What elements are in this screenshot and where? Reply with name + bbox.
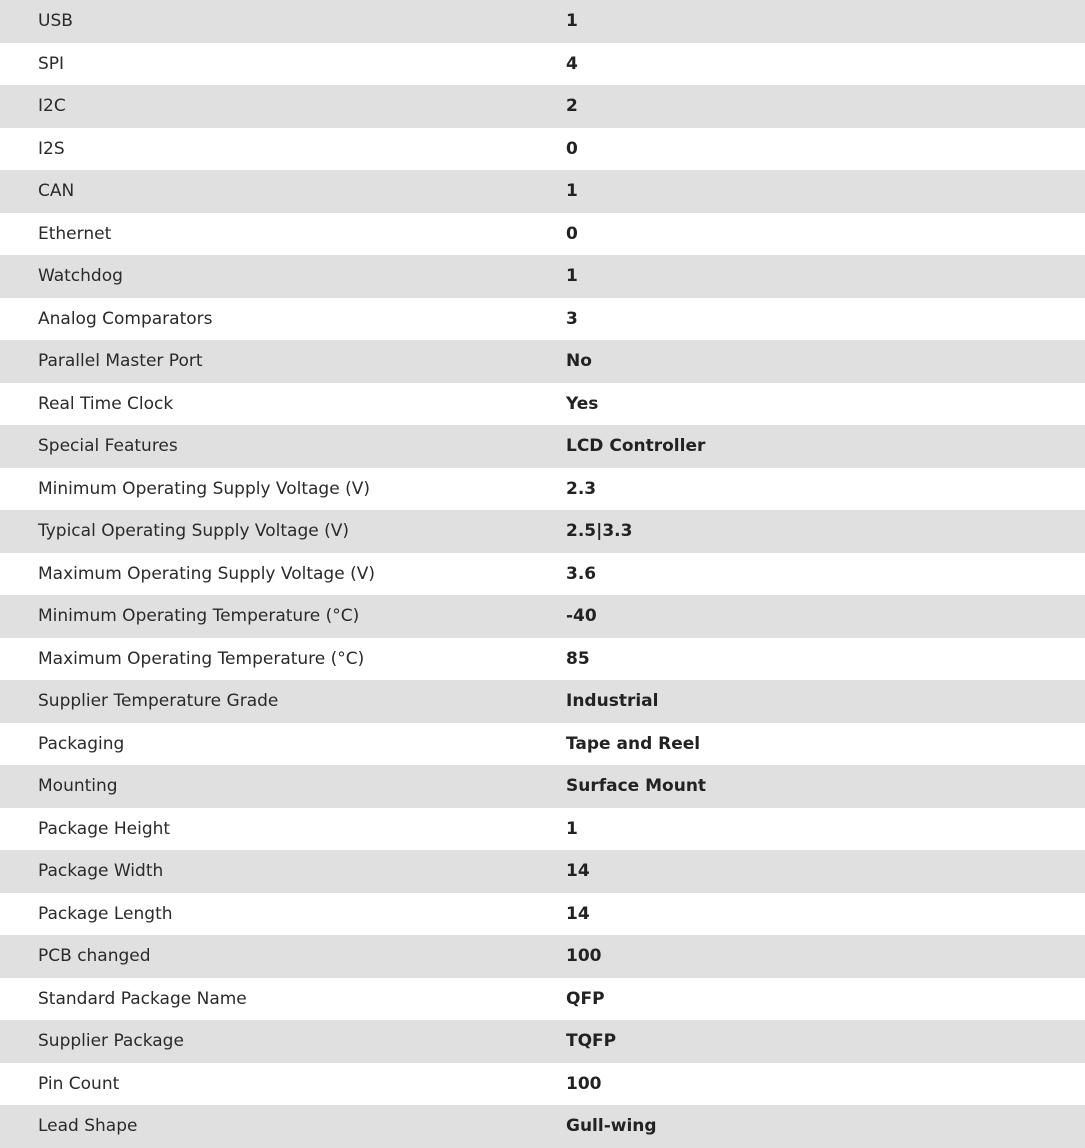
table-row bbox=[0, 1063, 1085, 1106]
table-row bbox=[0, 255, 1085, 298]
spec-label: Ethernet bbox=[38, 223, 112, 244]
spec-value: TQFP bbox=[566, 1031, 617, 1052]
table-row bbox=[0, 510, 1085, 553]
spec-value: 1 bbox=[566, 11, 578, 32]
spec-label: Packaging bbox=[38, 733, 125, 754]
spec-value: 3.6 bbox=[566, 563, 597, 584]
spec-value: 2 bbox=[566, 96, 578, 117]
spec-label: Typical Operating Supply Voltage (V) bbox=[38, 521, 349, 542]
table-row bbox=[0, 553, 1085, 596]
table-row bbox=[0, 765, 1085, 808]
spec-label: Pin Count bbox=[38, 1073, 120, 1094]
spec-label: Supplier Package bbox=[38, 1031, 184, 1052]
spec-value: 14 bbox=[566, 903, 590, 924]
spec-value: 14 bbox=[566, 861, 590, 882]
table-row bbox=[0, 213, 1085, 256]
spec-value: Yes bbox=[566, 393, 599, 414]
spec-label: Special Features bbox=[38, 436, 178, 457]
spec-label: Watchdog bbox=[38, 266, 123, 287]
table-row bbox=[0, 170, 1085, 213]
table-row bbox=[0, 723, 1085, 766]
spec-value: No bbox=[566, 351, 592, 372]
table-row bbox=[0, 893, 1085, 936]
table-row bbox=[0, 425, 1085, 468]
table-row bbox=[0, 340, 1085, 383]
table-row bbox=[0, 1105, 1085, 1148]
spec-label: I2C bbox=[38, 96, 66, 117]
spec-value: 1 bbox=[566, 181, 578, 202]
spec-label: Minimum Operating Supply Voltage (V) bbox=[38, 478, 370, 499]
table-row bbox=[0, 85, 1085, 128]
spec-label: USB bbox=[38, 11, 73, 32]
spec-label: Package Height bbox=[38, 818, 171, 839]
spec-label: Maximum Operating Supply Voltage (V) bbox=[38, 563, 375, 584]
spec-value: 3 bbox=[566, 308, 578, 329]
table-row bbox=[0, 808, 1085, 851]
spec-value: Gull-wing bbox=[566, 1116, 657, 1137]
spec-label: SPI bbox=[38, 53, 65, 74]
spec-value: 85 bbox=[566, 648, 590, 669]
spec-label: CAN bbox=[38, 181, 75, 202]
table-row bbox=[0, 1020, 1085, 1063]
spec-value: 2.5|3.3 bbox=[566, 521, 633, 542]
table-row bbox=[0, 638, 1085, 681]
table-row bbox=[0, 595, 1085, 638]
spec-value: 1 bbox=[566, 818, 578, 839]
spec-label: Parallel Master Port bbox=[38, 351, 203, 372]
spec-label: Mounting bbox=[38, 776, 118, 797]
spec-value: 100 bbox=[566, 1073, 602, 1094]
table-row bbox=[0, 43, 1085, 86]
spec-value: Surface Mount bbox=[566, 776, 707, 797]
spec-value: 4 bbox=[566, 53, 578, 74]
spec-label: I2S bbox=[38, 138, 65, 159]
spec-label: Package Width bbox=[38, 861, 164, 882]
spec-value: -40 bbox=[566, 606, 597, 627]
spec-label: PCB changed bbox=[38, 946, 151, 967]
spec-label: Real Time Clock bbox=[38, 393, 174, 414]
table-row bbox=[0, 680, 1085, 723]
spec-value: 100 bbox=[566, 946, 602, 967]
spec-value: 2.3 bbox=[566, 478, 597, 499]
spec-label: Maximum Operating Temperature (°C) bbox=[38, 648, 365, 669]
spec-value: 1 bbox=[566, 266, 578, 287]
spec-label: Minimum Operating Temperature (°C) bbox=[38, 606, 360, 627]
spec-value: LCD Controller bbox=[566, 436, 706, 457]
spec-label: Supplier Temperature Grade bbox=[38, 691, 279, 712]
table-row bbox=[0, 298, 1085, 341]
table-row bbox=[0, 383, 1085, 426]
table-row bbox=[0, 128, 1085, 171]
table-row bbox=[0, 850, 1085, 893]
table-row bbox=[0, 935, 1085, 978]
spec-value: QFP bbox=[566, 988, 605, 1009]
spec-label: Package Length bbox=[38, 903, 173, 924]
spec-value: 0 bbox=[566, 223, 578, 244]
table-row bbox=[0, 978, 1085, 1021]
spec-label: Standard Package Name bbox=[38, 988, 247, 1009]
spec-label: Lead Shape bbox=[38, 1116, 138, 1137]
table-row bbox=[0, 0, 1085, 43]
spec-value: Tape and Reel bbox=[566, 733, 701, 754]
spec-value: 0 bbox=[566, 138, 578, 159]
table-row bbox=[0, 468, 1085, 511]
spec-label: Analog Comparators bbox=[38, 308, 213, 329]
spec-value: Industrial bbox=[566, 691, 659, 712]
